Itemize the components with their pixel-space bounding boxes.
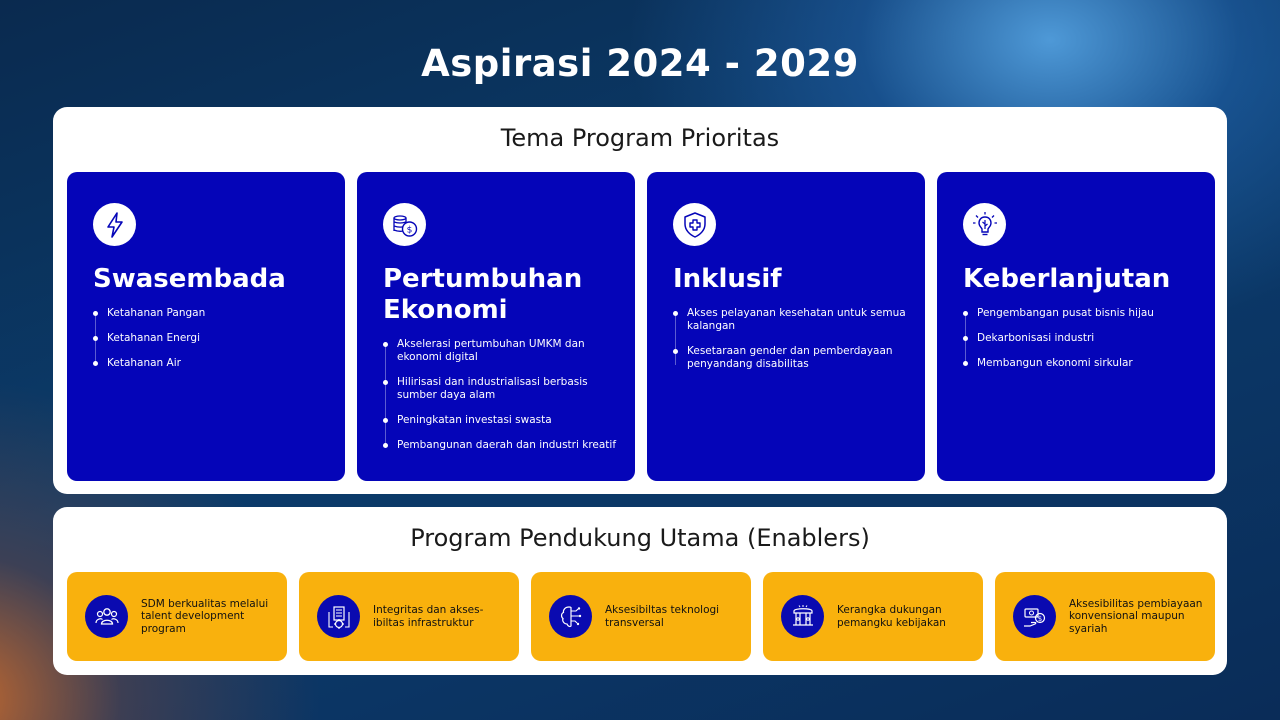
enablers-panel	[53, 507, 1227, 675]
enabler-label: Integritas dan akses-ibiltas infrastruktur	[373, 604, 484, 629]
theme-item: Kesetaraan gender dan pemberdayaan penyandang disabilitas	[687, 345, 917, 371]
theme-item: Peningkatan investasi swasta	[397, 414, 627, 427]
building-gear-icon	[317, 595, 360, 638]
theme-item-list	[383, 338, 635, 452]
theme-item: Dekarbonisasi industri	[977, 332, 1207, 345]
framework-icon	[781, 595, 824, 638]
enabler-card-kebijakan	[763, 572, 983, 661]
theme-item: Membangun ekonomi sirkular	[977, 357, 1207, 370]
enabler-label: SDM berkualitas melalui talent development program	[141, 597, 269, 635]
coins-icon	[383, 203, 426, 246]
theme-item: Akselerasi pertumbuhan UMKM dan ekonomi digital	[397, 338, 627, 364]
theme-card-pertumbuhan-ekonomi	[357, 172, 635, 481]
people-icon	[85, 595, 128, 638]
theme-item: Ketahanan Air	[107, 357, 337, 370]
theme-item-list	[93, 307, 345, 370]
theme-item: Akses pelayanan kesehatan untuk semua kalangan	[687, 307, 917, 333]
theme-title: Swasembada	[93, 264, 286, 294]
hand-money-icon	[1013, 595, 1056, 638]
theme-card-keberlanjutan	[937, 172, 1215, 481]
circuit-brain-icon	[549, 595, 592, 638]
theme-card-inklusif	[647, 172, 925, 481]
enabler-card-sdm	[67, 572, 287, 661]
enabler-label: Aksesibilitas pembiayaan konvensional maupun syariah	[1069, 597, 1203, 635]
theme-title: Pertumbuhan Ekonomi	[383, 264, 583, 325]
priority-cards	[67, 172, 1215, 481]
theme-item-list	[963, 307, 1215, 370]
lightning-icon	[93, 203, 136, 246]
svg-text:$: $	[1037, 614, 1042, 623]
theme-item: Ketahanan Pangan	[107, 307, 337, 320]
enabler-label: Kerangka dukungan pemangku kebijakan	[837, 604, 946, 629]
page-title: Aspirasi 2024 - 2029	[421, 42, 859, 85]
enabler-card-teknologi	[531, 572, 751, 661]
theme-item: Ketahanan Energi	[107, 332, 337, 345]
enabler-label: Aksesibiltas teknologi transversal	[605, 604, 720, 629]
theme-title: Inklusif	[673, 264, 782, 294]
theme-title: Keberlanjutan	[963, 264, 1171, 294]
shield-plus-icon	[673, 203, 716, 246]
enabler-card-pembiayaan	[995, 572, 1215, 661]
theme-item: Pengembangan pusat bisnis hijau	[977, 307, 1207, 320]
theme-item-list	[673, 307, 925, 371]
eco-bulb-icon	[963, 203, 1006, 246]
theme-item: Hilirisasi dan industrialisasi berbasis sumber daya alam	[397, 376, 627, 402]
enabler-cards	[67, 572, 1215, 661]
theme-card-swasembada	[67, 172, 345, 481]
svg-text:$: $	[406, 225, 412, 235]
priority-themes-panel	[53, 107, 1227, 494]
priority-themes-heading: Tema Program Prioritas	[500, 124, 780, 152]
enabler-card-infrastruktur	[299, 572, 519, 661]
enablers-heading: Program Pendukung Utama (Enablers)	[410, 524, 870, 552]
theme-item: Pembangunan daerah dan industri kreatif	[397, 439, 627, 452]
